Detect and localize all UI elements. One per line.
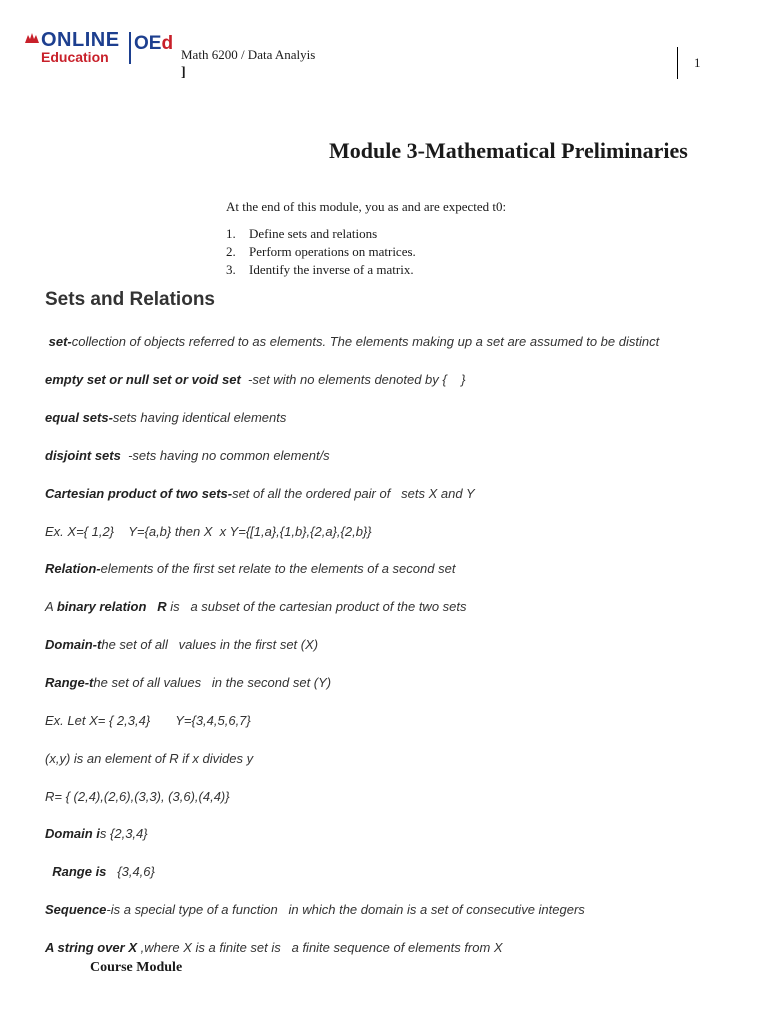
definition-set [45,334,659,349]
logo-online-text: ONLINE [41,29,120,51]
definition: -is a special type of a function in which the domain is a set of consecutive integers [106,902,585,917]
logo-divider [129,32,131,64]
example-let: Ex. Let X= { 2,3,4} Y={3,4,5,6,7} [45,713,251,728]
objective-number: 3. [226,262,236,277]
objective-text: Perform operations on matrices. [249,244,416,259]
definition: elements of the first set relate to the elements of a second set [100,561,456,576]
term: set- [45,334,72,349]
definition: collection of objects referred to as elements. The elements making up a set are assumed to be distinct [71,334,660,349]
logo-oe: OE [134,33,162,54]
range-result [45,864,155,879]
definition-disjoint-sets [45,448,330,463]
term: Relation- [45,561,101,576]
objectives-intro: At the end of this module, you as and are expected t0: [226,199,507,214]
term: Range-t [45,675,94,690]
objectives-list [226,225,416,279]
definition: sets having identical elements [112,410,287,425]
term: empty set or null set or void set [45,372,241,387]
term: Sequence [45,902,107,917]
logo-oed-text [134,34,173,54]
objective-item [226,261,416,279]
definition-relation [45,561,455,576]
cartesian-example: Ex. X={ 1,2} Y={a,b} then X x Y={[1,a},{1,b},{2,a},{2,b}} [45,524,372,539]
term: disjoint sets [45,448,121,463]
definition: s {2,3,4} [99,826,148,841]
page-number: 1 [694,55,701,70]
definition-range [45,675,331,690]
definition-equal-sets [45,410,286,425]
objective-text: Identify the inverse of a matrix. [249,262,414,277]
definition-string [45,940,503,955]
definition: set of all the ordered pair of sets X and Y [232,486,475,501]
definition: {3,4,6} [106,864,155,879]
definition: he set of all values in the first set (X) [101,637,319,652]
definition: ,where X is a finite set is a finite sequence of elements from X [136,940,503,955]
definition: he set of all values in the second set (Y) [93,675,332,690]
seal-icon [24,32,40,44]
footer-course-module: Course Module [90,960,183,975]
header-divider [677,47,678,79]
domain-result [45,826,148,841]
term: A string over X [45,940,137,955]
logo-education-text: Education [41,49,109,65]
institution-logo [24,29,174,68]
xy-element-statement: (x,y) is an element of R if x divides y [45,751,254,766]
header-bracket: ] [181,65,186,80]
objective-item [226,225,416,243]
relation-set: R= { (2,4),(2,6),(3,3), (3,6),(4,4)} [45,789,230,804]
term: binary relation R [56,599,167,614]
logo-d: d [161,33,174,54]
term: equal sets- [45,410,113,425]
objective-number: 1. [226,226,236,241]
course-title: Math 6200 / Data Analyis [181,47,316,62]
definition-domain [45,637,318,652]
definition-cartesian-product [45,486,475,501]
definition-sequence [45,902,585,917]
term: Range is [45,864,107,879]
definition: -sets having no common element/s [120,448,330,463]
definition: -set with no elements denoted by { } [240,372,466,387]
definition-binary-relation [45,599,467,614]
objective-text: Define sets and relations [249,226,378,241]
term: Domain-t [45,637,102,652]
section-heading: Sets and Relations [45,289,215,310]
module-title: Module 3-Mathematical Preliminaries [329,138,688,163]
term: Domain i [45,826,100,841]
term: Cartesian product of two sets- [45,486,233,501]
objective-item [226,243,416,261]
prefix: A [45,599,57,614]
definition-empty-set [45,372,466,387]
definition: is a subset of the cartesian product of the two sets [166,599,467,614]
objective-number: 2. [226,244,236,259]
